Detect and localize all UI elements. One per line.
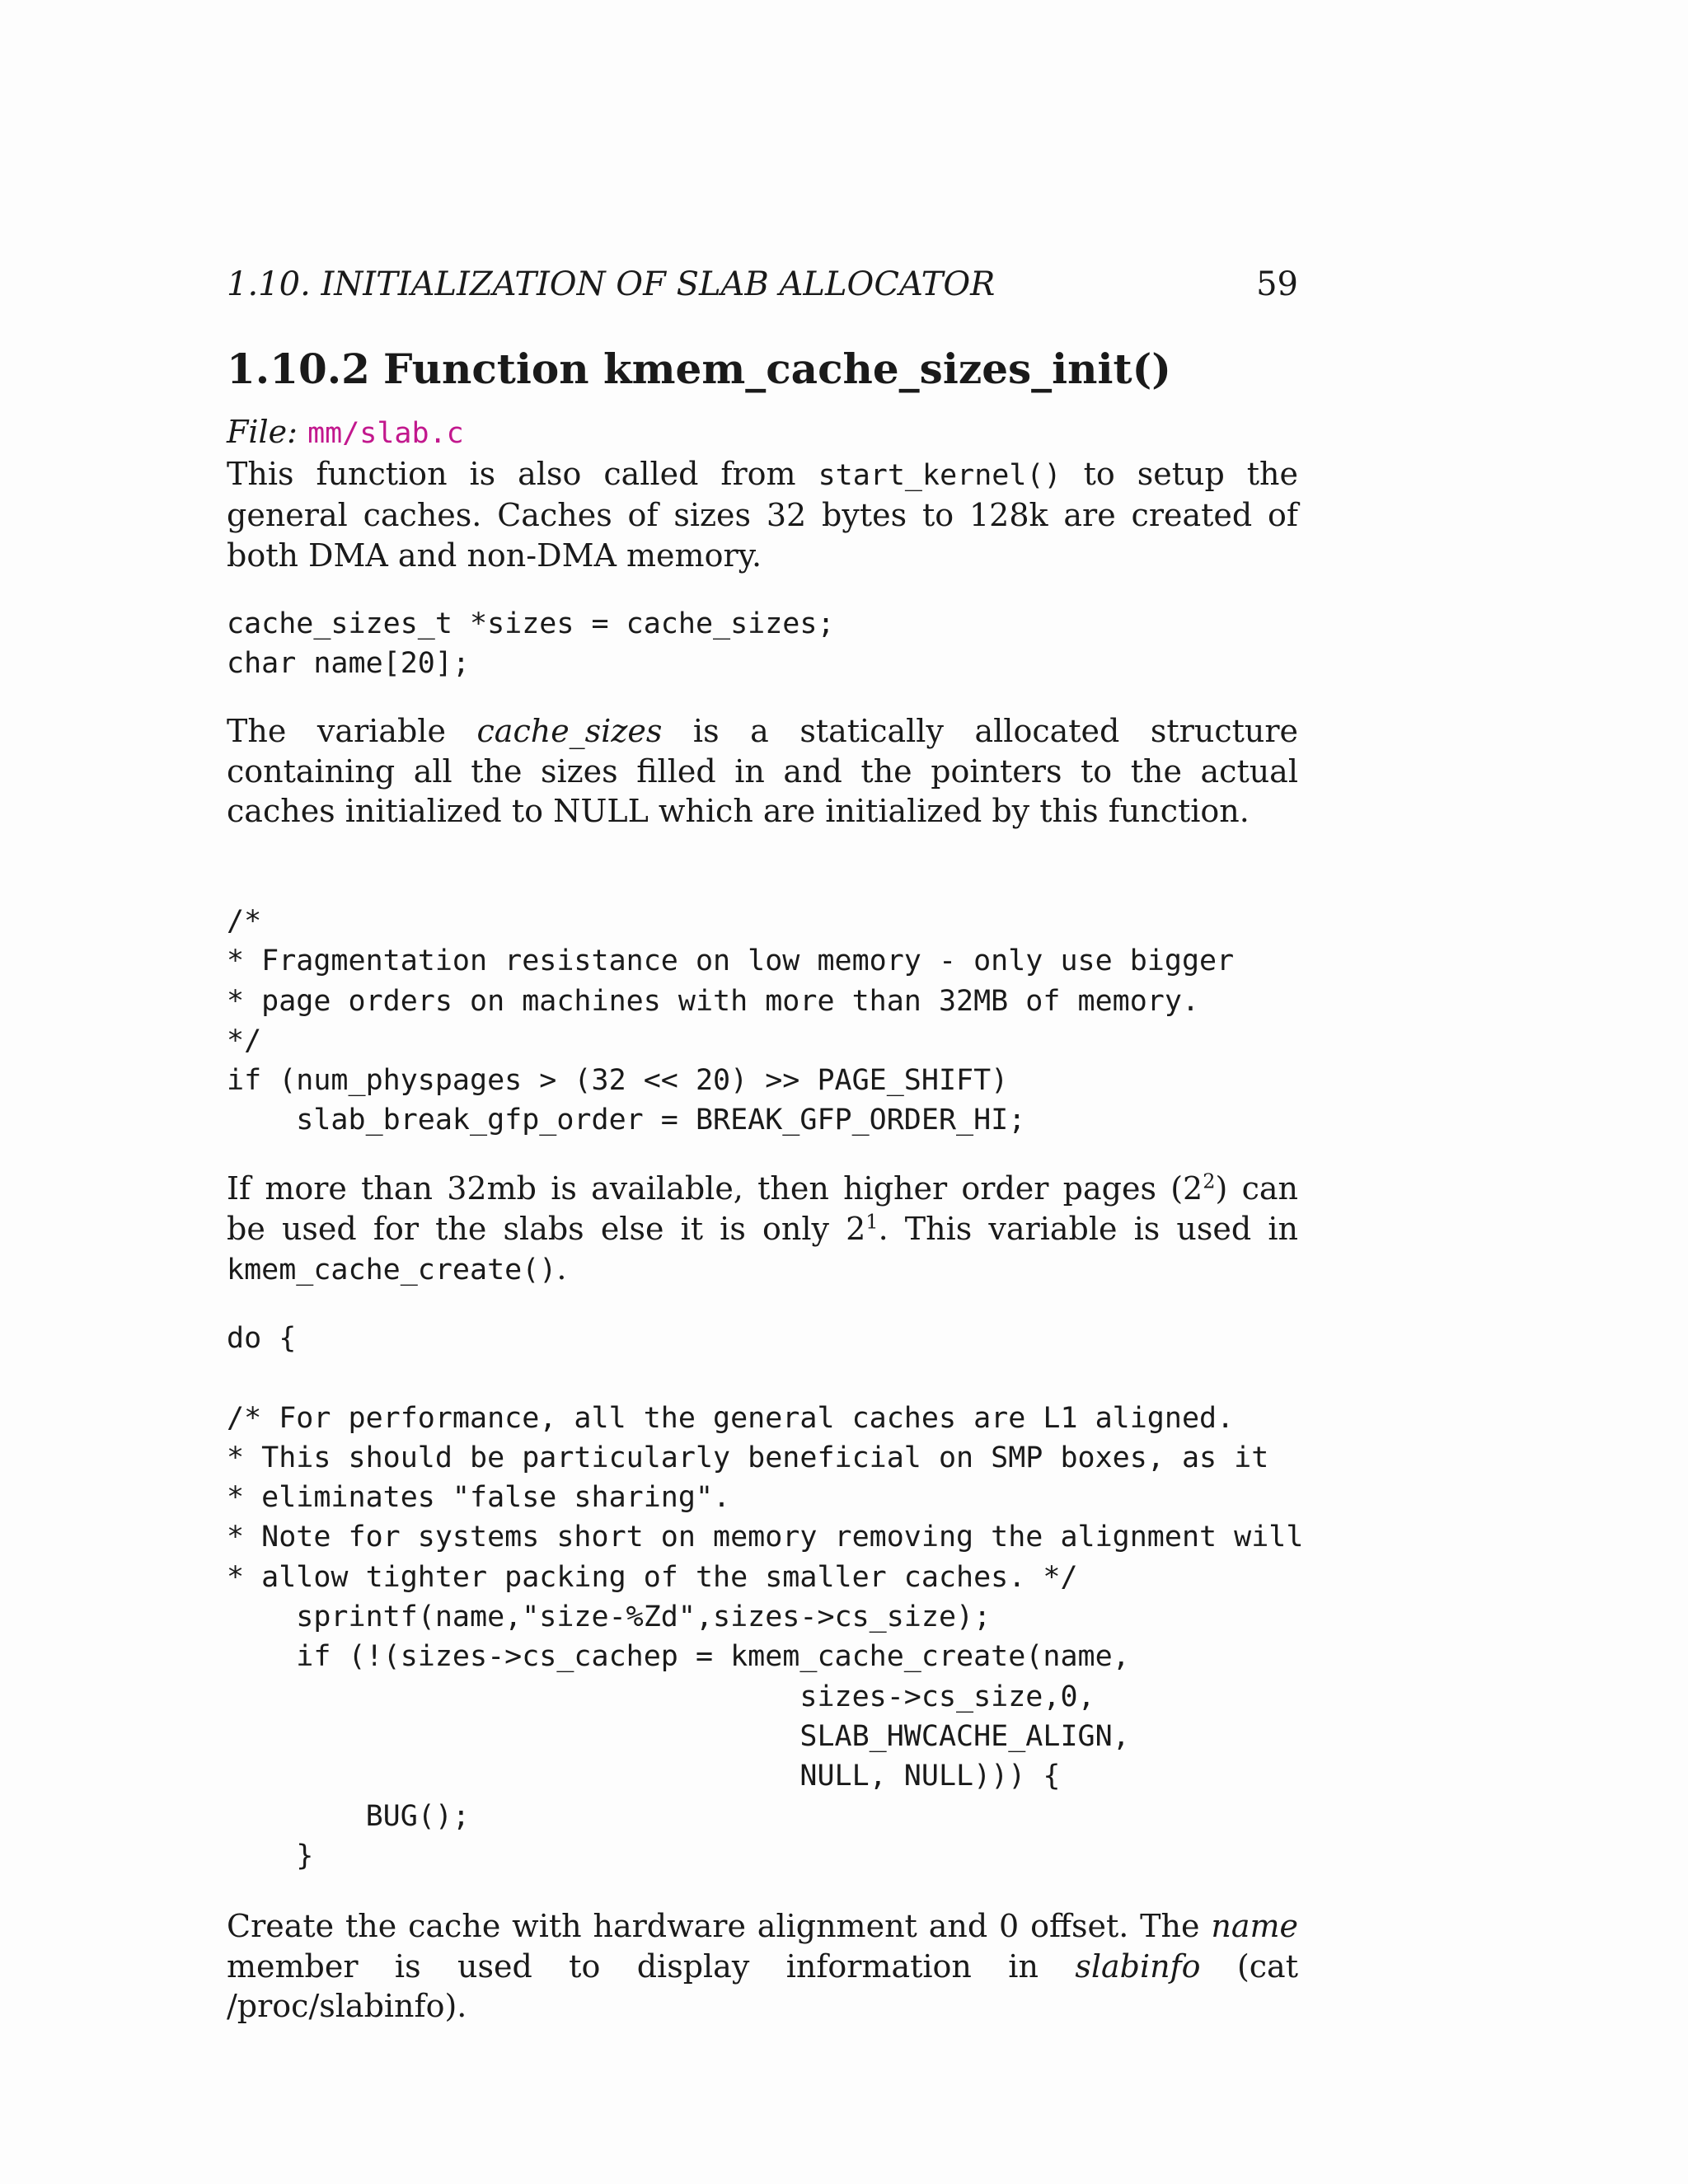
- page-number: 59: [1256, 265, 1298, 303]
- running-header: [227, 265, 1298, 307]
- para4-text-3: (cat /proc/slabinfo).: [227, 1947, 1298, 2024]
- cache-sizes-paragraph: [227, 711, 1298, 832]
- page-order-paragraph: [227, 1169, 1298, 1291]
- intro-text-1: This function is also called from: [227, 455, 818, 492]
- para3-text-1: If more than 32mb is available, then higher order pages (2: [227, 1170, 1203, 1207]
- intro-paragraph: [227, 454, 1298, 576]
- para4-text-1: Create the cache with hardware alignment and 0 offset. The: [227, 1908, 1212, 1944]
- intro-text-2: to setup the general caches. Caches of sizes 32 bytes to 128k are created of both DMA and non-DMA memory.: [227, 455, 1298, 574]
- file-line: [227, 412, 1298, 454]
- section-heading: [227, 344, 1171, 393]
- para2-text-1: The variable: [227, 713, 477, 749]
- emphasis-slabinfo: slabinfo: [1075, 1947, 1201, 1985]
- inline-code-start-kernel: start_kernel(): [818, 458, 1062, 492]
- file-path-link[interactable]: mm/slab.c: [307, 417, 464, 450]
- emphasis-name: name: [1211, 1908, 1298, 1944]
- create-cache-paragraph: [227, 1906, 1298, 2027]
- code-block-fragmentation: /* * Fragmentation resistance on low memory - only use bigger * page orders on machines with more than 32MB of memory. */ if (num_physpages > (32 << 20) >> PAGE_SHIFT) slab_break_gfp_order = BREAK_GFP_ORDER_HI;: [227, 905, 1235, 1137]
- superscript-1: 1: [865, 1209, 879, 1233]
- file-and-intro: [227, 412, 1298, 575]
- running-title: 1.10. INITIALIZATION OF SLAB ALLOCATOR: [227, 265, 996, 303]
- inline-code-kmem-cache-create: kmem_cache_create(): [227, 1254, 557, 1286]
- file-label: File:: [227, 414, 298, 450]
- para2-text-2: is a statically allocated structure containing all the sizes filled in and the pointers to the actual caches initialized to NULL which are initialized by this function.: [227, 713, 1298, 829]
- superscript-2: 2: [1203, 1169, 1216, 1193]
- code-block-declarations: cache_sizes_t *sizes = cache_sizes; char name[20];: [227, 607, 835, 681]
- code-block-cache-loop: do { /* For performance, all the general caches are L1 aligned. * This should be particularly beneficial on SMP boxes, as it * eliminates "false sharing". * Note for systems short on memory removing the alignment will * allow tighter packing of the smaller caches. */ sprintf(name,"size-%Zd",sizes->cs_size); if (!(sizes->cs_cachep = kmem_cache_create(name, sizes->cs_size,0, SLAB_HWCACHE_ALIGN, NULL, NULL))) { BUG(); }: [227, 1322, 1304, 1872]
- emphasis-cache-sizes: cache_sizes: [476, 713, 663, 749]
- para3-text-2: ) can be used for the slabs else it is only 2: [227, 1170, 1298, 1247]
- para3-text-4: .: [556, 1250, 567, 1286]
- para4-text-2: member is used to display information in: [227, 1947, 1076, 1985]
- section-number: 1.10.2: [227, 344, 370, 393]
- para3-text-3: . This variable is used in: [878, 1210, 1298, 1247]
- section-title: Function kmem_cache_sizes_init(): [383, 344, 1171, 393]
